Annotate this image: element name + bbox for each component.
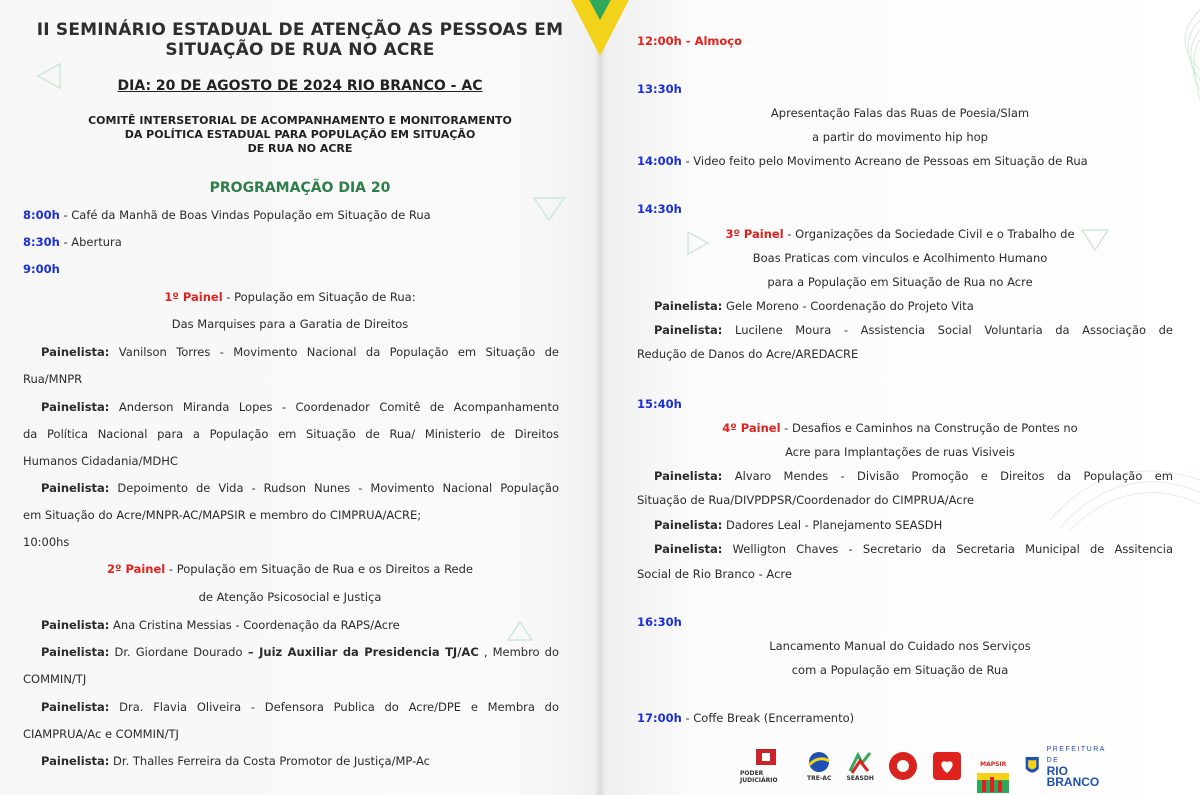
- panelist-line: Humanos Cidadania/MDHC: [23, 454, 178, 468]
- mapsir-icon: [976, 765, 1010, 795]
- time-label: 10:00hs: [23, 535, 70, 549]
- page-title-line1: II SEMINÁRIO ESTADUAL DE ATENÇÃO AS PESSOAS EM: [36, 20, 564, 40]
- time-label: 17:00h: [637, 711, 682, 725]
- panelist-line: [23, 345, 559, 359]
- time-label: [637, 397, 682, 411]
- panelist-text: , Membro do: [478, 645, 560, 659]
- panel-label: 1º Painel: [164, 290, 223, 304]
- panelist-line: Rua/MNPR: [23, 372, 83, 386]
- schedule-text: - Coffe Break (Encerramento): [681, 711, 855, 725]
- panelist-label: Painelista:: [41, 754, 110, 768]
- panel-text: - População em Situação de Rua:: [222, 290, 416, 304]
- panelist-line: [654, 299, 974, 313]
- time-label: 8:00h: [23, 208, 60, 222]
- logo-text: MAPSIR: [980, 760, 1007, 768]
- committee-line1: COMITÊ INTERSETORIAL DE ACOMPANHAMENTO E MONITORAMENTO: [88, 114, 512, 127]
- schedule-text: - Café da Manhã de Boas Vindas População em Situação de Rua: [59, 208, 431, 222]
- panelist-label: Painelista:: [654, 518, 723, 532]
- logo-tre: [806, 751, 832, 782]
- panelist-text: Dr. Giordane Dourado: [109, 645, 243, 659]
- panel-3-line2: Boas Praticas com vinculos e Acolhimento Humano: [752, 251, 1048, 265]
- logo-text: PODER JUDICIÁRIO: [740, 770, 778, 784]
- program-title: PROGRAMAÇÃO DIA 20: [209, 180, 391, 196]
- panelist-line: [23, 481, 559, 495]
- time-label: 12:00h - Almoço: [637, 34, 743, 48]
- panel-3-line3: para a População em Situação de Rua no Acre: [767, 275, 1033, 289]
- panelist-line: em Situação do Acre/MNPR-AC/MAPSIR e membro do CIMPRUA/ACRE;: [23, 508, 422, 522]
- committee-line3: DE RUA NO ACRE: [247, 142, 353, 155]
- panelist-line: [637, 542, 1173, 556]
- schedule-text: - Video feito pelo Movimento Acreano de Pessoas em Situação de Rua: [681, 154, 1088, 168]
- panel-1-title: [0, 290, 580, 304]
- panel-label: 3º Painel: [725, 227, 784, 241]
- panelist-text: Dadores Leal - Planejamento SEASDH: [722, 518, 943, 532]
- panel-4-title: [600, 421, 1200, 435]
- panelist-line: [23, 400, 559, 414]
- schedule-item: [637, 154, 1088, 168]
- event-date-text: DIA: 20 DE AGOSTO DE 2024 RIO BRANCO - AC: [117, 78, 483, 94]
- seasdh-icon: [846, 751, 874, 775]
- sponsor-logos: [740, 745, 1110, 787]
- panelist-line: [637, 323, 1173, 337]
- panel-text: - Desafios e Caminhos na Construção de Pontes no: [780, 421, 1078, 435]
- panel-label: 2º Painel: [106, 562, 166, 576]
- slam-line2: a partir do movimento hip hop: [812, 130, 988, 144]
- page-title-line2: SITUAÇÃO DE RUA NO ACRE: [165, 40, 435, 60]
- panelist-text: Anderson Miranda Lopes - Coordenador Comitê de Acompanhamento: [109, 400, 559, 414]
- time-label-text: 9:00h: [23, 262, 60, 276]
- committee-line2: DA POLÍTICA ESTADUAL PARA POPULAÇÃO EM SITUAÇÃO: [124, 128, 476, 141]
- panelist-label: Painelista:: [654, 323, 723, 337]
- panel-text: - População em Situação de Rua e os Direitos a Rede: [165, 562, 474, 576]
- panelist-label: Painelista:: [41, 481, 110, 495]
- manual-line2: com a População em Situação de Rua: [791, 663, 1009, 677]
- logo-red-circle: [888, 750, 918, 782]
- panelist-text: Dra. Flavia Oliveira - Defensora Publica do Acre/DPE e Membra do: [109, 700, 559, 714]
- time-label-text: 16:30h: [637, 615, 682, 629]
- logo-mapsir: [976, 760, 1010, 768]
- time-label: [637, 202, 682, 216]
- logo-text: TRE-AC: [807, 774, 832, 782]
- panel-1-subtitle: Das Marquises para a Garatia de Direitos: [171, 317, 409, 331]
- panelist-text: Vanilson Torres - Movimento Nacional da População em Situação de: [109, 345, 559, 359]
- judiciario-icon: [753, 748, 779, 770]
- schedule-text: - Abertura: [59, 235, 122, 249]
- panelist-label: Painelista:: [41, 400, 110, 414]
- panelist-text: Alvaro Mendes - Divisão Promoção e Direitos da População em: [722, 469, 1173, 483]
- panel-text: - Organizações da Sociedade Civil e o Trabalho de: [783, 227, 1075, 241]
- time-label-text: 14:30h: [637, 202, 682, 216]
- time-label: [23, 262, 60, 276]
- panelist-line: [637, 469, 1173, 483]
- deco-triangle-icon: [506, 620, 534, 642]
- panelist-line: da Política Nacional para a População em Situação de Rua/ Ministerio de Direitos: [23, 427, 559, 441]
- schedule-item: [23, 235, 122, 249]
- manual-line1: Lancamento Manual do Cuidado nos Serviços: [769, 639, 1031, 653]
- panel-2-subtitle: de Atenção Psicosocial e Justiça: [198, 590, 382, 604]
- slam-line1: Apresentação Falas das Ruas de Poesia/Slam: [770, 106, 1030, 120]
- panelist-label: Painelista:: [41, 345, 110, 359]
- deco-triangle-icon: [532, 196, 566, 222]
- logo-prefeitura: [1024, 744, 1110, 788]
- panelist-line: CIAMPRUA/Ac e COMMIN/TJ: [23, 727, 179, 741]
- schedule-item: [23, 208, 431, 222]
- panelist-line: [23, 645, 559, 659]
- prefeitura-bottom-text: RIO BRANCO: [1046, 764, 1100, 789]
- prefeitura-top-text: PREFEITURA DE: [1046, 746, 1106, 764]
- panelist-line: [654, 518, 942, 532]
- red-circle-icon: [888, 750, 918, 782]
- panelist-line: [41, 618, 400, 632]
- panelist-text: Gele Moreno - Coordenação do Projeto Vita: [722, 299, 974, 313]
- panelist-label: Painelista:: [654, 469, 723, 483]
- panelist-label: Painelista:: [41, 618, 110, 632]
- logo-seasdh: [846, 751, 874, 782]
- schedule-item: [637, 711, 854, 725]
- deco-lines: [1150, 0, 1200, 110]
- panelist-label: Painelista:: [41, 645, 110, 659]
- time-label: [637, 82, 682, 96]
- panel-label: 4º Painel: [722, 421, 781, 435]
- time-label: [637, 615, 682, 629]
- panelist-text: Dr. Thalles Ferreira da Costa Promotor de Justiça/MP-Ac: [109, 754, 430, 768]
- heart-icon: [932, 751, 962, 781]
- logo-text: SEASDH: [846, 774, 874, 782]
- tre-icon: [806, 751, 832, 775]
- time-label-text: 15:40h: [637, 397, 682, 411]
- panelist-line: Situação de Rua/DIVPDPSR/Coordenador do CIMPRUA/Acre: [637, 493, 975, 507]
- panelist-text: Lucilene Moura - Assistencia Social Voluntaria da Associação de: [722, 323, 1173, 337]
- schedule-item-lunch: [637, 34, 742, 48]
- panelist-text: Depoimento de Vida - Rudson Nunes - Movimento Nacional População: [109, 481, 559, 495]
- panelist-text: Ana Cristina Messias - Coordenação da RAPS/Acre: [109, 618, 400, 632]
- panelist-line: Redução de Danos do Acre/AREDACRE: [637, 347, 859, 361]
- time-label: 8:30h: [23, 235, 60, 249]
- time-label-text: 13:30h: [637, 82, 682, 96]
- event-date: [0, 78, 600, 94]
- logo-judiciario: [740, 748, 792, 784]
- panel-4-line2: Acre para Implantações de ruas Visiveis: [785, 445, 1015, 459]
- panel-2-title: [0, 562, 580, 576]
- panelist-line: Social de Rio Branco - Acre: [637, 567, 792, 581]
- panelist-line: [23, 700, 559, 714]
- panelist-label: Painelista:: [654, 299, 723, 313]
- panelist-label: Painelista:: [41, 700, 110, 714]
- panel-3-title: [600, 227, 1200, 241]
- panelist-text: Welligton Chaves - Secretario da Secretaria Municipal de Assitencia: [722, 542, 1173, 556]
- prefeitura-crest-icon: [1024, 753, 1040, 779]
- panelist-line: [41, 754, 430, 768]
- panelist-line: COMMIN/TJ: [23, 672, 87, 686]
- time-label: 14:00h: [637, 154, 682, 168]
- logo-heart: [932, 751, 962, 781]
- panelist-label: Painelista:: [654, 542, 723, 556]
- panelist-text-bold: – Juiz Auxiliar da Presidencia TJ/AC: [242, 645, 479, 659]
